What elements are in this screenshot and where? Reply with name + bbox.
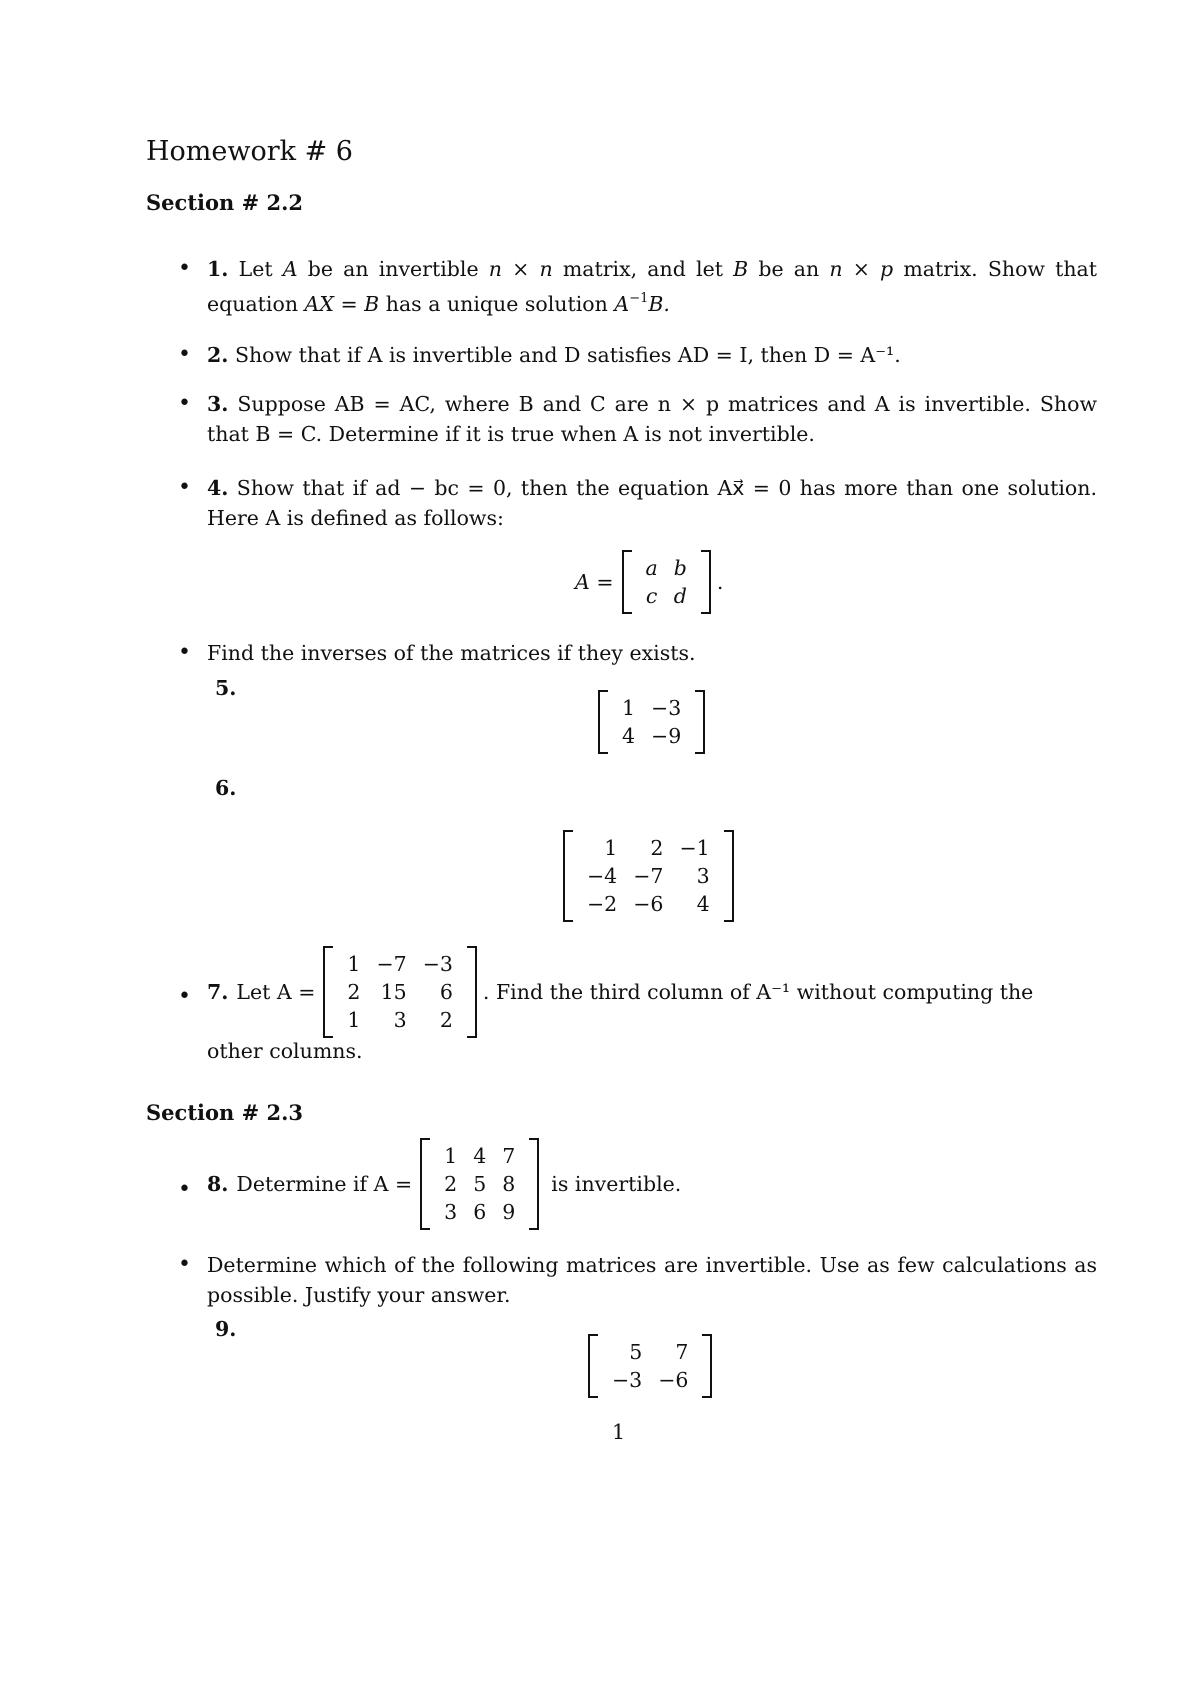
page-number: 1	[612, 1420, 626, 1444]
matrix-bracket	[598, 690, 705, 754]
matrix-cell: −7	[633, 864, 664, 888]
problem-text: . Find the third column of A⁻¹ without computing the	[482, 980, 1034, 1004]
matrix-cell: 2	[444, 1172, 458, 1196]
matrix-bracket	[563, 830, 734, 922]
problem-4	[207, 473, 1097, 533]
matrix-cell: 15	[380, 980, 407, 1004]
matrix-cell: 3	[444, 1200, 458, 1224]
matrix-cell: 8	[502, 1172, 516, 1196]
matrix-cell: 1	[347, 952, 361, 976]
matrix-grid	[420, 1138, 539, 1230]
problem-text: Show that if ad − bc = 0, then the equation Ax⃗ = 0 has more than one solution. Here A is defined as follows:	[207, 476, 1097, 530]
problem-number: 3.	[207, 392, 229, 416]
matrix-cell: 2	[650, 836, 664, 860]
instruction-find-inverses: Find the inverses of the matrices if they exists.	[207, 641, 696, 665]
matrix-cell: 3	[393, 1008, 407, 1032]
bullet: •	[178, 984, 191, 1009]
text: be an	[748, 257, 830, 281]
text: be an invertible	[297, 257, 489, 281]
matrix-grid	[323, 946, 477, 1038]
problem-7	[207, 946, 1033, 1038]
matrix-punctuation: .	[716, 570, 724, 594]
matrix-cell: 5	[629, 1340, 643, 1364]
instruction-determine-invertible: Determine which of the following matrices are invertible. Use as few calculations as possible. Justify your answer.	[207, 1253, 1097, 1307]
matrix-cell: −3	[422, 952, 453, 976]
section-heading-2-3: Section # 2.3	[146, 1100, 304, 1125]
matrix-cell: d	[673, 584, 687, 608]
matrix-problem-6	[563, 830, 734, 922]
math: AX = B	[304, 292, 380, 316]
matrix-cell: 6	[439, 980, 453, 1004]
problem-text: Suppose AB = AC, where B and C are n × p matrices and A is invertible. Show that B = C. Determine if it is true when A is not invertible.	[207, 392, 1097, 446]
matrix-cell: 7	[502, 1144, 516, 1168]
matrix-cell: −2	[587, 892, 618, 916]
problem-2	[207, 340, 1097, 370]
matrix-bracket	[420, 1138, 539, 1230]
matrix-a-abcd	[575, 550, 723, 614]
matrix-cell: 7	[675, 1340, 689, 1364]
matrix-cell: 2	[439, 1008, 453, 1032]
page-title: Homework # 6	[146, 136, 353, 167]
matrix-cell: 9	[502, 1200, 516, 1224]
text: matrix, and let	[552, 257, 734, 281]
problem-6-number: 6.	[215, 776, 237, 800]
text: matrix. Show that equation	[207, 257, 1098, 316]
problem-number: 1.	[207, 257, 229, 281]
bullet: •	[178, 391, 191, 416]
problem-text: is invertible.	[551, 1172, 682, 1196]
problem-text: Let A =	[236, 980, 316, 1004]
text: has a unique solution	[379, 292, 615, 316]
matrix-cell: 1	[444, 1144, 458, 1168]
matrix-cell: a	[645, 556, 658, 580]
problem-number: 7.	[207, 980, 229, 1004]
problem-text: Show that if A is invertible and D satisfies AD = I, then D = A⁻¹.	[234, 343, 901, 367]
matrix-label: A =	[575, 570, 614, 594]
bullet: •	[178, 1252, 191, 1277]
matrix-cell: −3	[612, 1368, 643, 1392]
matrix-bracket	[622, 550, 711, 614]
matrix-cell: 1	[622, 696, 636, 720]
matrix-cell: −6	[658, 1368, 689, 1392]
matrix-cell: b	[673, 556, 687, 580]
problem-1	[207, 254, 1097, 319]
matrix-cell: −7	[376, 952, 407, 976]
matrix-grid	[622, 550, 711, 614]
problem-8	[207, 1138, 681, 1230]
matrix-grid	[588, 1334, 712, 1398]
matrix-cell: 4	[622, 724, 636, 748]
section-heading-2-2: Section # 2.2	[146, 190, 304, 215]
bullet: •	[178, 475, 191, 500]
bullet: •	[178, 256, 191, 281]
matrix-cell: −6	[633, 892, 664, 916]
matrix-cell: 4	[696, 892, 710, 916]
math: B	[733, 257, 749, 281]
matrix-cell: 4	[473, 1144, 487, 1168]
matrix-cell: 1	[347, 1008, 361, 1032]
matrix-cell: 2	[347, 980, 361, 1004]
matrix-cell: 6	[473, 1200, 487, 1224]
matrix-cell: −1	[679, 836, 710, 860]
problem-text: Determine if A =	[236, 1172, 413, 1196]
matrix-cell: −9	[651, 724, 682, 748]
problem-number: 4.	[207, 476, 229, 500]
bullet: •	[178, 1177, 191, 1202]
math: A	[614, 292, 630, 316]
matrix-cell: 3	[696, 864, 710, 888]
matrix-cell: c	[645, 584, 658, 608]
bullet: •	[178, 342, 191, 367]
math: n × p	[829, 257, 894, 281]
matrix-bracket	[588, 1334, 712, 1398]
problem-number: 8.	[207, 1172, 229, 1196]
text: Let	[238, 257, 283, 281]
matrix-bracket	[323, 946, 477, 1038]
math: n × n	[488, 257, 553, 281]
math: B.	[648, 292, 670, 316]
matrix-cell: −4	[587, 864, 618, 888]
math: A	[282, 257, 298, 281]
problem-number: 2.	[207, 343, 229, 367]
matrix-problem-5	[598, 690, 705, 754]
matrix-cell: 1	[604, 836, 618, 860]
matrix-grid	[563, 830, 734, 922]
superscript: −1	[629, 291, 649, 306]
bullet: •	[178, 640, 191, 665]
matrix-cell: −3	[651, 696, 682, 720]
matrix-problem-9	[588, 1334, 712, 1398]
matrix-cell: 5	[473, 1172, 487, 1196]
problem-9-number: 9.	[215, 1317, 237, 1341]
problem-7-continuation: other columns.	[207, 1039, 363, 1063]
matrix-grid	[598, 690, 705, 754]
problem-5-number: 5.	[215, 676, 237, 700]
problem-3	[207, 389, 1097, 449]
